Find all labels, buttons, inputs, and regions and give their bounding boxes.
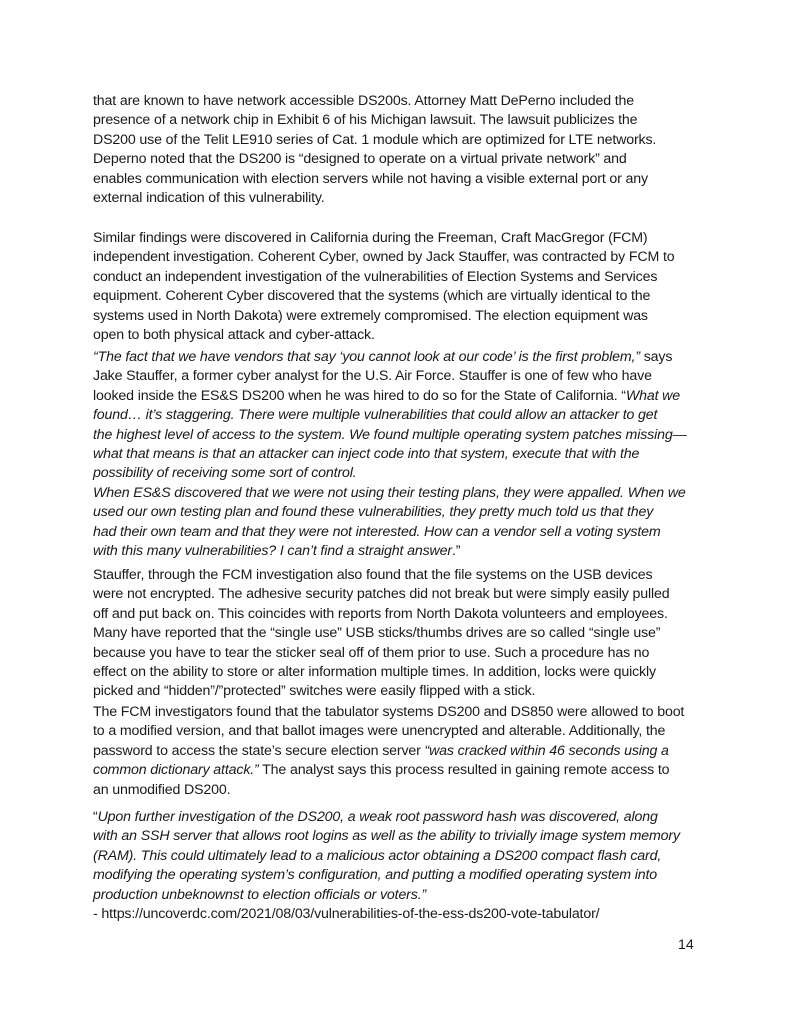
text-line: effect on the ability to store or alter information multiple times. In addition, locks were quickly	[93, 664, 656, 681]
quote-text: common dictionary attack.”	[93, 762, 259, 779]
quote-text: “The fact that we have vendors that say ‘you cannot look at our code’ is the first problem,”	[93, 349, 640, 365]
quote-text: Upon further investigation of the DS200, a weak root password hash was discovered, along	[97, 809, 658, 825]
closing-quote: .”	[451, 543, 461, 560]
text-line: Many have reported that the “single use” USB sticks/thumbs drives are so called “single use”	[93, 625, 661, 642]
quote-line: (RAM). This could ultimately lead to a malicious actor obtaining a DS200 compact flash card,	[93, 847, 662, 864]
text-line: The FCM investigators found that the tabulator systems DS200 and DS850 were allowed to boot	[93, 704, 685, 720]
text-line: systems used in North Dakota) were extremely compromised. The election equipment was	[93, 307, 648, 324]
quote-line: had their own team and that they were not interested. How can a vendor sell a voting system	[93, 523, 661, 540]
body-text: looked inside the ES&S DS200 when he was hired to do so for the State of California. “	[93, 387, 626, 404]
quote-line: used our own testing plan and found these vulnerabilities, they pretty much told us that they	[93, 504, 654, 521]
opening-quote: “	[93, 809, 98, 825]
text-line: Stauffer, through the FCM investigation also found that the file systems on the USB devices	[93, 567, 653, 583]
paragraph-fcm-investigation	[93, 229, 713, 345]
text-line: enables communication with election servers while not having a visible external port or any	[93, 170, 648, 187]
text-line	[93, 761, 713, 780]
text-line: DS200 use of the Telit LE910 series of Cat. 1 module which are optimized for LTE networks.	[93, 131, 657, 148]
text-line: because you have to tear the sticker seal off of them prior to use. Such a procedure has no	[93, 644, 650, 661]
text-line	[93, 742, 713, 761]
text-line: conduct an independent investigation of the vulnerabilities of Election Systems and Services	[93, 268, 658, 285]
source-url: - https://uncoverdc.com/2021/08/03/vulnerabilities-of-the-ess-ds200-vote-tabulator/	[93, 906, 600, 923]
text-line: picked and “hidden”/”protected” switches were easily flipped with a stick.	[93, 683, 536, 700]
body-text: The analyst says this process resulted in gaining remote access to	[258, 762, 670, 779]
paragraph-tabulator-findings	[93, 703, 713, 800]
quote-line: with an SSH server that allows root logins as well as the ability to trivially image system memory	[93, 828, 680, 845]
page-number: 14	[678, 937, 694, 953]
quote-line: production unbeknownst to election officials or voters.”	[93, 886, 427, 903]
paragraph-ess-reaction-quote	[93, 484, 713, 562]
quote-line: When ES&S discovered that we were not using their testing plans, they were appalled. When we	[93, 485, 686, 501]
body-text: password to access the state’s secure election server	[93, 742, 425, 759]
text-line	[93, 542, 713, 561]
text-line: Deperno noted that the DS200 is “designed to operate on a virtual private network” and	[93, 151, 627, 168]
text-line: external indication of this vulnerability.	[93, 190, 325, 207]
attribution-text: says	[639, 349, 673, 365]
text-line: that are known to have network accessible DS200s. Attorney Matt DePerno included the	[93, 93, 635, 109]
paragraph-usb-findings	[93, 566, 713, 702]
text-line: presence of a network chip in Exhibit 6 of his Michigan lawsuit. The lawsuit publicizes the	[93, 112, 638, 129]
quote-text: with this many vulnerabilities? I can’t find a straight answer	[93, 543, 452, 560]
text-line	[93, 808, 713, 827]
paragraph-stauffer-quote	[93, 348, 713, 484]
text-line: off and put back on. This coincides with reports from North Dakota volunteers and employees.	[93, 605, 668, 622]
text-line	[93, 348, 713, 367]
text-line: Jake Stauffer, a former cyber analyst for the U.S. Air Force. Stauffer is one of few who have	[93, 368, 652, 385]
quote-line: possibility of receiving some sort of control.	[93, 465, 357, 482]
text-line: open to both physical attack and cyber-attack.	[93, 327, 375, 344]
quote-line: what that means is that an attacker can inject code into that system, execute that with the	[93, 446, 640, 463]
text-line	[93, 387, 713, 406]
paragraph-ds200-quote	[93, 808, 713, 924]
text-line: Similar findings were discovered in California during the Freeman, Craft MacGregor (FCM)	[93, 230, 648, 246]
quote-line: found… it’s staggering. There were multiple vulnerabilities that could allow an attacker to get	[93, 407, 658, 424]
quote-line: modifying the operating system’s configuration, and putting a modified operating system into	[93, 867, 658, 884]
quote-line: the highest level of access to the system. We found multiple operating system patches missing—	[93, 426, 687, 443]
text-line: to a modified version, and that ballot images were unencrypted and alterable. Additionally, the	[93, 723, 666, 740]
text-line: independent investigation. Coherent Cyber, owned by Jack Stauffer, was contracted by FCM to	[93, 249, 675, 266]
text-line: equipment. Coherent Cyber discovered that the systems (which are virtually identical to the	[93, 288, 651, 305]
text-line: an unmodified DS200.	[93, 781, 231, 798]
quote-text: What we	[625, 387, 681, 404]
quote-text: “was cracked within 46 seconds using a	[424, 742, 669, 759]
text-line: were not encrypted. The adhesive security patches did not break but were simply easily pulled	[93, 586, 670, 603]
paragraph-network-chip	[93, 92, 713, 208]
